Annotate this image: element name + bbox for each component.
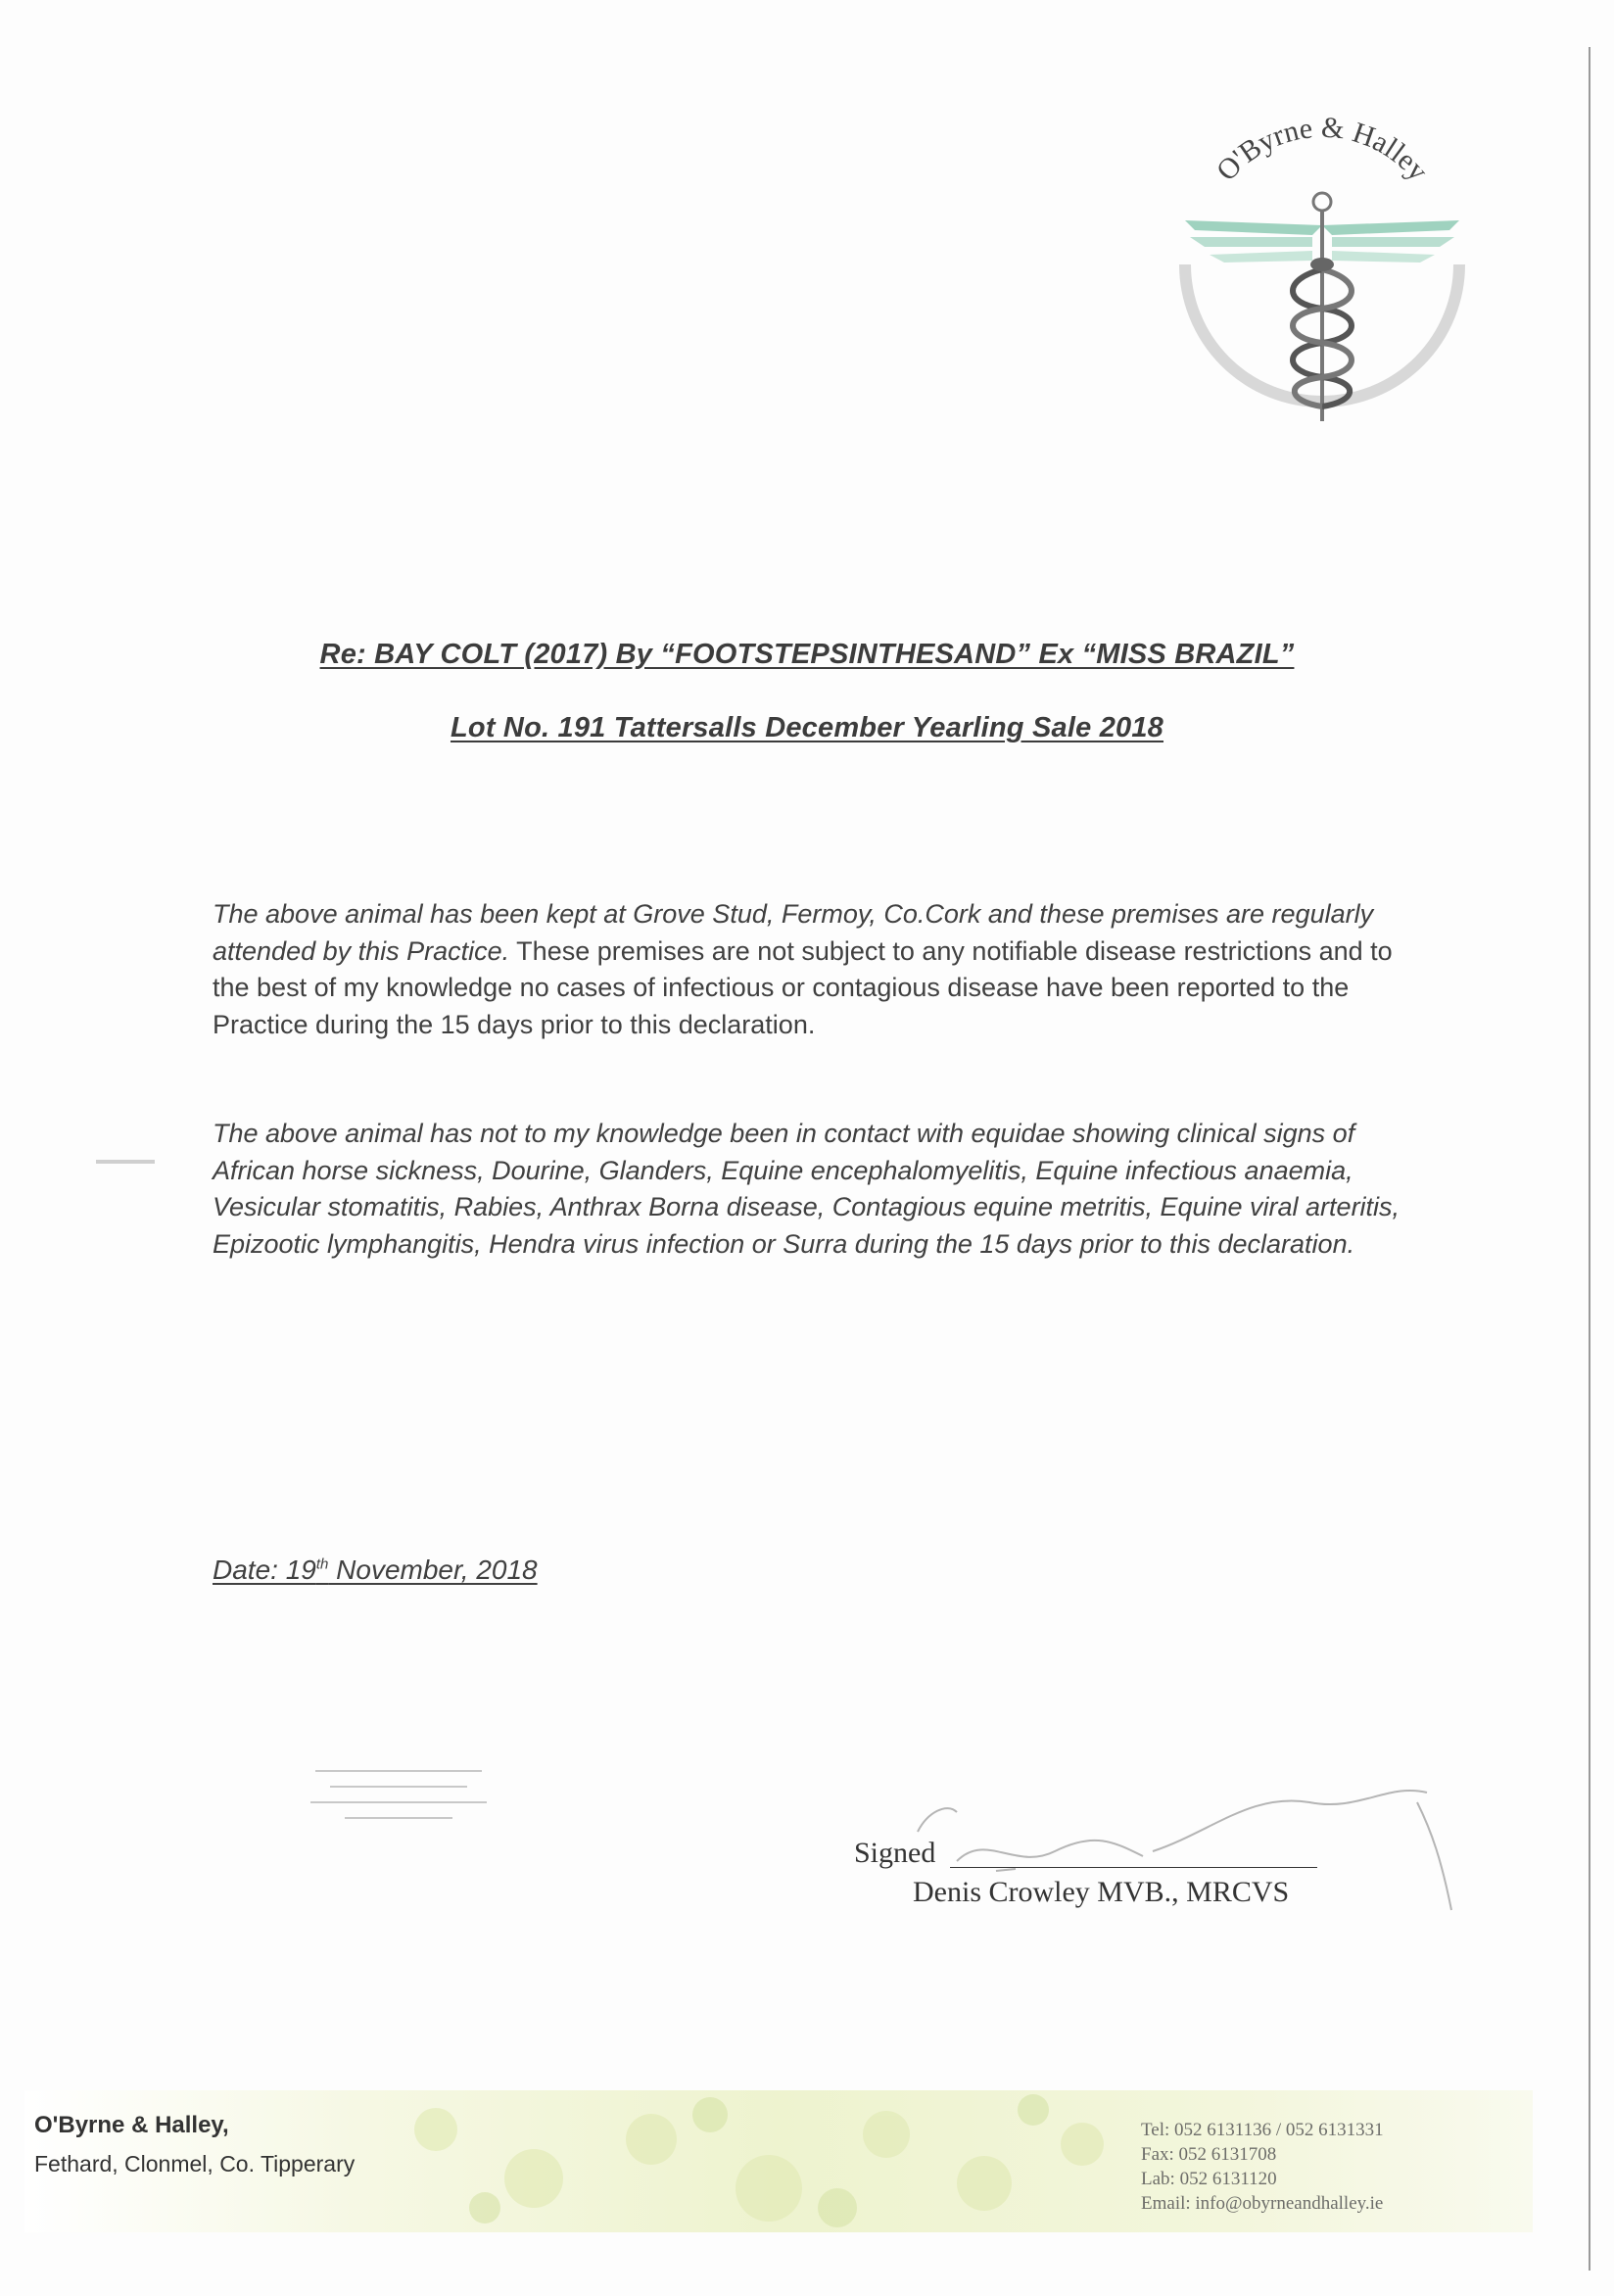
lot-heading: Lot No. 191 Tattersalls December Yearling Sale 2018 xyxy=(450,712,1164,743)
caduceus-icon xyxy=(1185,193,1459,421)
practice-stamp xyxy=(306,1763,492,1832)
date-label: Date: 19 xyxy=(213,1555,316,1585)
footer-tel: Tel: 052 6131136 / 052 6131331 xyxy=(1141,2120,1384,2140)
footer-contact-block xyxy=(1141,2118,1384,2216)
signature-line xyxy=(950,1867,1317,1868)
date-rest: November, 2018 xyxy=(328,1555,538,1585)
footer-company: O'Byrne & Halley, xyxy=(34,2112,229,2138)
footer-address: Fethard, Clonmel, Co. Tipperary xyxy=(34,2151,356,2176)
scan-margin-mark xyxy=(96,1160,155,1164)
date-suffix: th xyxy=(315,1555,329,1573)
paragraph-1-rest: These premises are not subject to any notifiable disease restrictions and to the best of my knowledge no cases of infectious or contagious disease have been reported to the Practice during the 15 days prior to this declaration. xyxy=(213,935,1393,1039)
signature-block xyxy=(854,1773,1500,1939)
subject-heading: Re: BAY COLT (2017) By “FOOTSTEPSINTHESAND” Ex “MISS BRAZIL” xyxy=(319,639,1295,670)
footer-lab: Lab: 052 6131120 xyxy=(1141,2169,1277,2189)
svg-text:O'Byrne & Halley xyxy=(1210,112,1435,187)
declaration-paragraph-1 xyxy=(213,896,1407,1043)
scan-edge-line xyxy=(1589,47,1590,2271)
footer-email: Email: info@obyrneandhalley.ie xyxy=(1141,2193,1384,2214)
signer-name: Denis Crowley MVB., MRCVS xyxy=(913,1876,1290,1908)
declaration-paragraph-2: The above animal has not to my knowledge been in contact with equidae showing clinical signs of African horse sickness, Dourine, Glanders, Equine encephalomyelitis, Equine infectious anaemia, Vesicular stomatitis, Rabies, Anthrax Borna disease, Contagious equine metritis, Equine viral arteritis, Epizootic lymphangitis, Hendra virus infection or Surra during the 15 days prior to this declaration. xyxy=(213,1119,1400,1259)
paragraph-1-italic: The above animal has been kept at Grove Stud, Fermoy, Co.Cork and these premises are regularly attended by this Practice. xyxy=(213,899,1374,966)
letterhead-footer xyxy=(24,2090,1533,2232)
footer-fax: Fax: 052 6131708 xyxy=(1141,2144,1277,2165)
signed-label: Signed xyxy=(854,1837,936,1869)
footer-address-block xyxy=(34,2112,355,2177)
practice-logo xyxy=(1165,108,1479,480)
declaration-date xyxy=(213,1555,538,1586)
logo-text: O'Byrne & Halley xyxy=(1210,111,1435,188)
